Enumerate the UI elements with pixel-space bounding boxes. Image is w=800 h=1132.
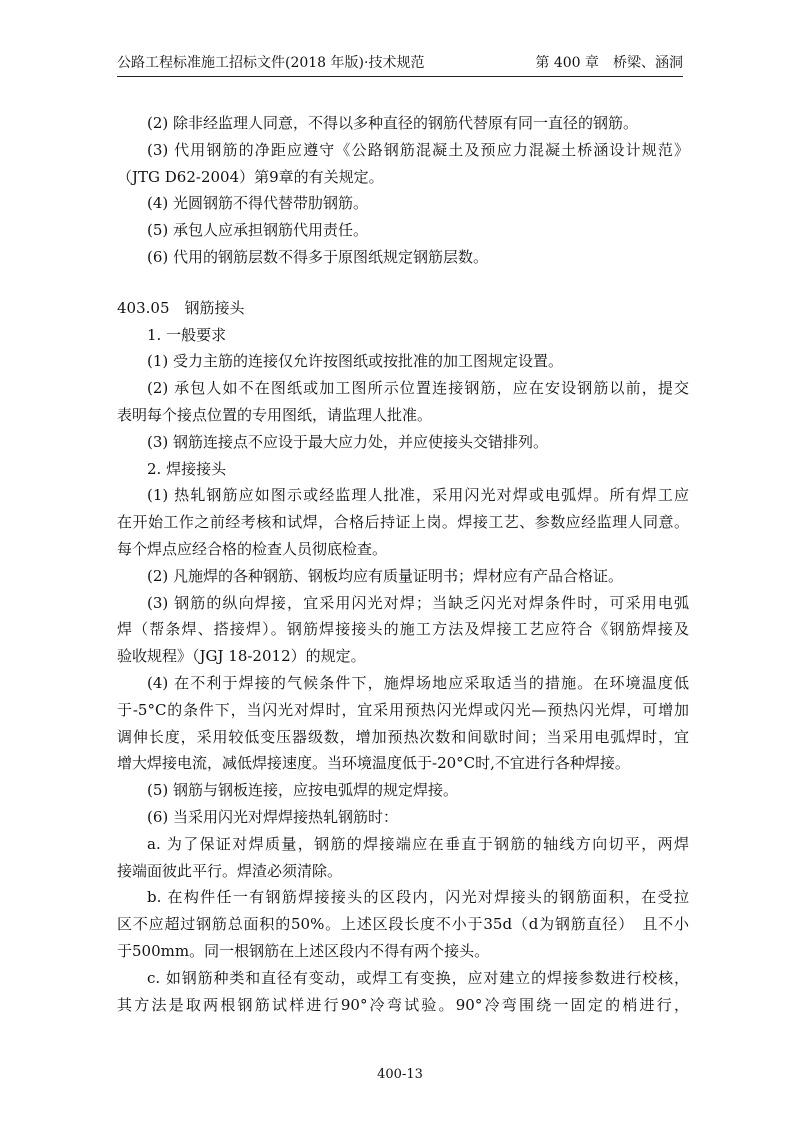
- text-line: (4) 光圆钢筋不得代替带肋钢筋。: [147, 194, 369, 213]
- text-line: 表明每个接点位置的专用图纸，请监理人批准。: [117, 405, 433, 424]
- page-number: 400-13: [377, 1067, 423, 1082]
- document-body: [117, 110, 689, 1018]
- text-line: (4) 在不利于焊接的气候条件下，施焊场地应采取适当的措施。在环境温度低: [147, 673, 689, 692]
- text-line: 在开始工作之前经考核和试焊，合格后持证上岗。焊接工艺、参数应经监理人同意。: [117, 513, 689, 532]
- text-line: b. 在构件任一有钢筋焊接接头的区段内，闪光对焊接头的钢筋面积，在受拉: [147, 888, 689, 907]
- subsection-heading: 2. 焊接接头: [147, 459, 227, 478]
- text-line: 调伸长度，采用较低变压器级数，增加预热次数和间歇时间；当采用电弧焊时，宜: [117, 727, 689, 746]
- text-line: 其方法是取两根钢筋试样进行90°冷弯试验。90°冷弯围绕一固定的梢进行，: [117, 995, 689, 1014]
- text-line: (2) 除非经监理人同意，不得以多种直径的钢筋代替原有同一直径的钢筋。: [147, 114, 639, 132]
- text-line: a. 为了保证对焊质量，钢筋的焊接端应在垂直于钢筋的轴线方向切平，两焊: [147, 834, 689, 853]
- text-line: 验收规程》（JGJ 18-2012）的规定。: [117, 647, 366, 666]
- text-line: (1) 受力主筋的连接仅允许按图纸或按批准的加工图规定设置。: [147, 352, 564, 371]
- text-line: (6) 当采用闪光对焊焊接热轧钢筋时：: [147, 807, 399, 826]
- text-line: (1) 热轧钢筋应如图示或经监理人批准，采用闪光对焊或电弧焊。所有焊工应: [147, 486, 689, 505]
- text-line: 增大焊接电流，减低焊接速度。当环境温度低于-20°C时,不宜进行各种焊接。: [117, 754, 630, 773]
- section-heading: 403.05 钢筋接头: [117, 298, 245, 317]
- text-line: 于-5°C的条件下，当闪光对焊时，宜采用预热闪光焊或闪光—预热闪光焊，可增加: [117, 700, 689, 719]
- text-line: (2) 凡施焊的各种钢筋、钢板均应有质量证明书；焊材应有产品合格证。: [147, 566, 624, 585]
- text-line: 接端面彼此平行。焊渣必须清除。: [117, 861, 343, 880]
- text-line: (3) 代用钢筋的净距应遵守《公路钢筋混凝土及预应力混凝土桥涵设计规范》: [147, 140, 689, 159]
- text-line: 焊（帮条焊、搭接焊）。钢筋焊接接头的施工方法及焊接工艺应符合《钢筋焊接及: [117, 620, 689, 639]
- header-chapter-title: 第 400 章 桥梁、涵洞: [535, 55, 683, 71]
- text-line: (6) 代用的钢筋层数不得多于原图纸规定钢筋层数。: [147, 247, 489, 266]
- text-line: 区不应超过钢筋总面积的50%。上述区段长度不小于35d（d为钢筋直径） 且不小: [117, 915, 689, 934]
- header-document-title: 公路工程标准施工招标文件(2018 年版)·技术规范: [117, 55, 425, 71]
- text-line: (2) 承包人如不在图纸或加工图所示位置连接钢筋，应在安设钢筋以前，提交: [147, 379, 689, 398]
- text-line: (3) 钢筋连接点不应设于最大应力处，并应使接头交错排列。: [147, 432, 549, 451]
- header-rule: [117, 76, 683, 77]
- text-line: （JTG D62-2004）第9章的有关规定。: [117, 167, 384, 186]
- subsection-heading: 1. 一般要求: [147, 325, 227, 344]
- text-line: (5) 钢筋与钢板连接，应按电弧焊的规定焊接。: [147, 781, 459, 800]
- text-line: (3) 钢筋的纵向焊接，宜采用闪光对焊；当缺乏闪光对焊条件时，可采用电弧: [147, 593, 689, 612]
- text-line: (5) 承包人应承担钢筋代用责任。: [147, 221, 369, 240]
- text-line: 每个焊点应经合格的检查人员彻底检查。: [117, 539, 388, 558]
- page-header: [117, 42, 683, 78]
- text-line: 于500mm。同一根钢筋在上述区段内不得有两个接头。: [117, 941, 490, 960]
- text-line: c. 如钢筋种类和直径有变动，或焊工有变换，应对建立的焊接参数进行校核，: [147, 968, 689, 987]
